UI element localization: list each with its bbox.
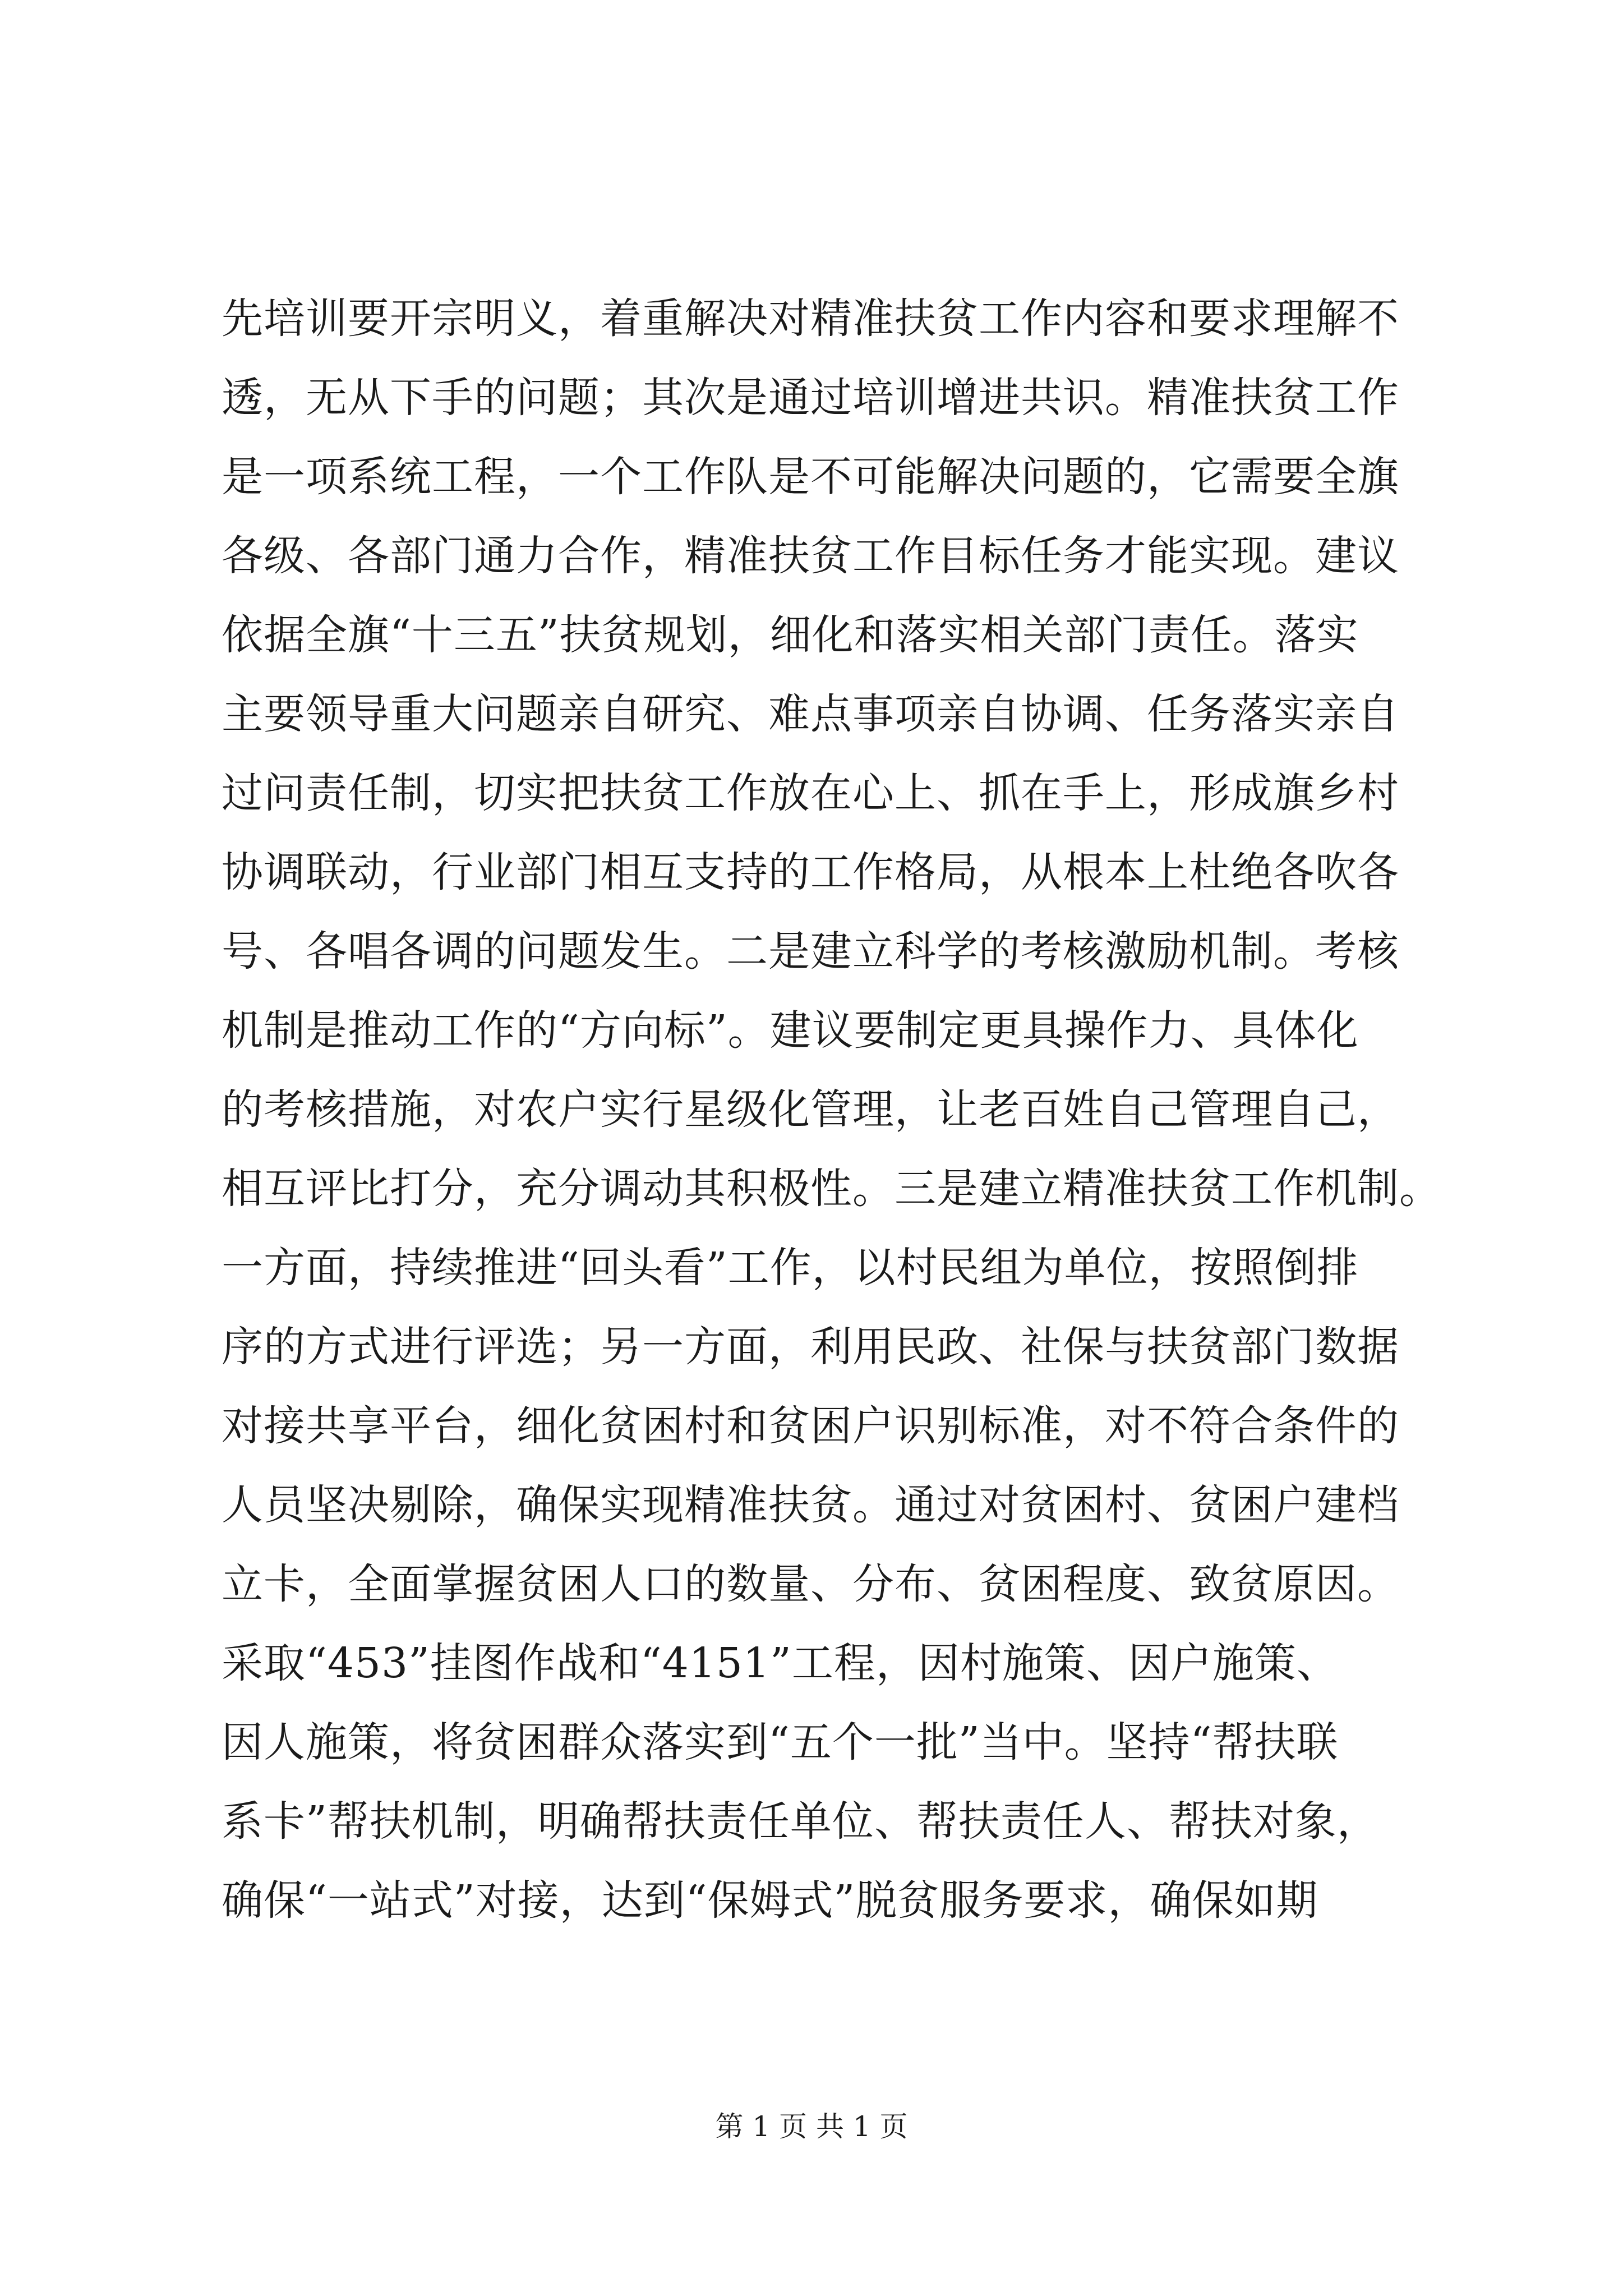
body-line: 协调联动，行业部门相互支持的工作格局，从根本上杜绝各吹各 [222,848,1399,896]
body-line: 序的方式进行评选；另一方面，利用民政、社保与扶贫部门数据 [222,1323,1399,1371]
body-line: 立卡，全面掌握贫困人口的数量、分布、贫困程度、致贫原因。 [222,1560,1399,1608]
body-line: 透，无从下手的问题；其次是通过培训增进共识。精准扶贫工作 [222,374,1399,422]
page-number-label: 第 1 页 共 1 页 [715,2110,908,2143]
body-line: 过问责任制，切实把扶贫工作放在心上、抓在手上，形成旗乡村 [222,769,1399,817]
body-line: 确保“一站式”对接，达到“保姆式”脱贫服务要求，确保如期 [222,1876,1318,1925]
body-line: 相互评比打分，充分调动其积极性。三是建立精准扶贫工作机制。 [222,1165,1441,1213]
body-line: 机制是推动工作的“方向标”。建议要制定更具操作力、具体化 [222,1006,1359,1055]
body-line: 的考核措施，对农户实行星级化管理，让老百姓自己管理自己， [222,1085,1399,1134]
body-line: 人员坚决剔除，确保实现精准扶贫。通过对贫困村、贫困户建档 [222,1481,1399,1529]
body-line: 号、各唱各调的问题发生。二是建立科学的考核激励机制。考核 [222,927,1399,976]
page-footer [0,2107,1623,2146]
body-line: 先培训要开宗明义，着重解决对精准扶贫工作内容和要求理解不 [222,295,1399,343]
body-line: 对接共享平台，细化贫困村和贫困户识别标准，对不符合条件的 [222,1402,1399,1450]
body-line: 各级、各部门通力合作，精准扶贫工作目标任务才能实现。建议 [222,532,1399,580]
body-line: 系卡”帮扶机制，明确帮扶责任单位、帮扶责任人、帮扶对象， [222,1797,1379,1846]
document-body [222,279,1441,1940]
body-line: 依据全旗“十三五”扶贫规划，细化和落实相关部门责任。落实 [222,611,1359,659]
body-line: 一方面，持续推进“回头看”工作，以村民组为单位，按照倒排 [222,1244,1359,1292]
body-line: 采取“453”挂图作战和“4151”工程，因村施策、因户施策、 [222,1639,1339,1687]
body-line: 是一项系统工程，一个工作队是不可能解决问题的，它需要全旗 [222,453,1399,501]
body-line: 主要领导重大问题亲自研究、难点事项亲自协调、任务落实亲自 [222,690,1399,738]
body-line: 因人施策，将贫困群众落实到“五个一批”当中。坚持“帮扶联 [222,1718,1339,1766]
